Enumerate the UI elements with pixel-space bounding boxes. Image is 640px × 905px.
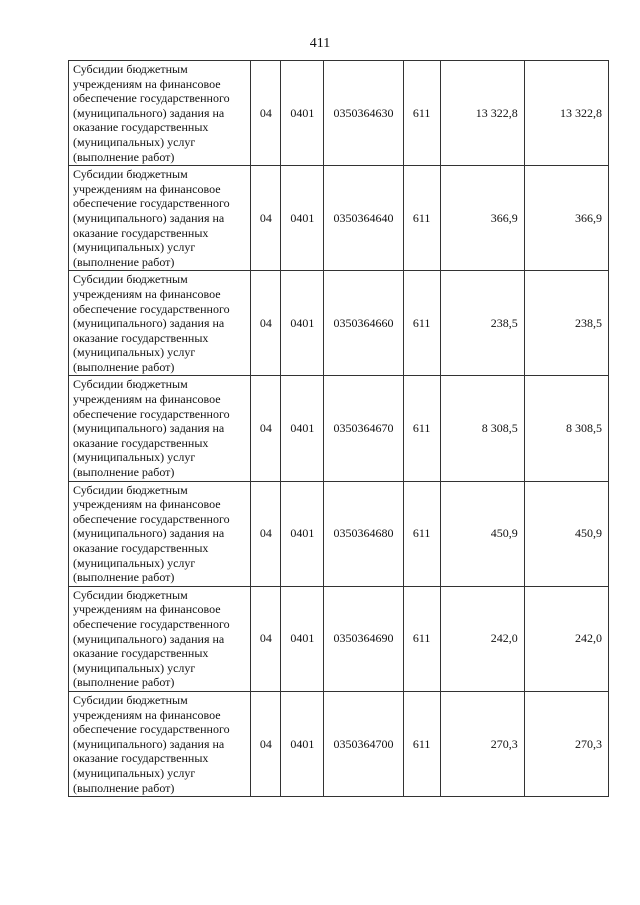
description-cell	[69, 586, 251, 691]
description-line: учреждениям на финансовое	[73, 707, 221, 722]
amount-executed-cell: 13 322,8	[524, 61, 608, 166]
target-article-code-cell: 0350364640	[324, 166, 403, 271]
amount-executed-cell: 366,9	[524, 166, 608, 271]
description-line: (выполнение работ)	[73, 780, 175, 795]
description-line: обеспечение государственного	[73, 722, 230, 737]
subsection-code-cell: 0401	[281, 271, 324, 376]
description-line: (выполнение работ)	[73, 149, 175, 164]
description-line: (муниципального) задания на	[73, 421, 225, 436]
description-line: (муниципальных) услуг	[73, 765, 196, 780]
expense-type-code-cell: 611	[403, 271, 440, 376]
section-code-cell: 04	[251, 586, 281, 691]
description-line: учреждениям на финансовое	[73, 602, 221, 617]
description-cell	[69, 271, 251, 376]
expense-type-code-cell: 611	[403, 376, 440, 481]
description-cell	[69, 166, 251, 271]
description-line: учреждениям на финансовое	[73, 392, 221, 407]
description-line: (муниципального) задания на	[73, 736, 225, 751]
subsection-code-cell: 0401	[281, 376, 324, 481]
section-code-cell: 04	[251, 166, 281, 271]
target-article-code-cell: 0350364660	[324, 271, 403, 376]
description-line: обеспечение государственного	[73, 301, 230, 316]
description-line: обеспечение государственного	[73, 196, 230, 211]
description-line: учреждениям на финансовое	[73, 76, 221, 91]
subsection-code-cell: 0401	[281, 166, 324, 271]
amount-cell: 270,3	[440, 691, 524, 796]
description-cell	[69, 376, 251, 481]
amount-executed-cell: 8 308,5	[524, 376, 608, 481]
amount-executed-cell: 242,0	[524, 586, 608, 691]
description-line: (муниципального) задания на	[73, 105, 225, 120]
amount-executed-cell: 238,5	[524, 271, 608, 376]
amount-cell: 8 308,5	[440, 376, 524, 481]
table-row	[69, 166, 609, 271]
budget-table	[68, 60, 609, 797]
description-line: учреждениям на финансовое	[73, 497, 221, 512]
description-line: Субсидии бюджетным	[73, 167, 188, 182]
page-number: 411	[309, 36, 331, 51]
description-line: (муниципального) задания на	[73, 316, 225, 331]
description-line: Субсидии бюджетным	[73, 377, 188, 392]
description-line: Субсидии бюджетным	[73, 482, 188, 497]
description-line: оказание государственных	[73, 646, 209, 661]
section-code-cell: 04	[251, 61, 281, 166]
amount-executed-cell: 450,9	[524, 481, 608, 586]
description-line: Субсидии бюджетным	[73, 62, 188, 76]
description-line: оказание государственных	[73, 330, 209, 345]
table-row	[69, 376, 609, 481]
section-code-cell: 04	[251, 691, 281, 796]
description-line: (муниципальных) услуг	[73, 555, 196, 570]
amount-executed-cell: 270,3	[524, 691, 608, 796]
description-line: (выполнение работ)	[73, 465, 175, 480]
description-line: обеспечение государственного	[73, 91, 230, 106]
subsection-code-cell: 0401	[281, 691, 324, 796]
amount-cell: 13 322,8	[440, 61, 524, 166]
table-row	[69, 481, 609, 586]
description-line: (муниципального) задания на	[73, 631, 225, 646]
description-line: оказание государственных	[73, 120, 209, 135]
target-article-code-cell: 0350364690	[324, 586, 403, 691]
description-line: (выполнение работ)	[73, 359, 175, 374]
amount-cell: 366,9	[440, 166, 524, 271]
description-line: (муниципальных) услуг	[73, 240, 196, 255]
table-row	[69, 586, 609, 691]
description-line: учреждениям на финансовое	[73, 286, 221, 301]
subsection-code-cell: 0401	[281, 586, 324, 691]
target-article-code-cell: 0350364630	[324, 61, 403, 166]
expense-type-code-cell: 611	[403, 166, 440, 271]
expense-type-code-cell: 611	[403, 481, 440, 586]
description-line: (выполнение работ)	[73, 254, 175, 269]
section-code-cell: 04	[251, 376, 281, 481]
description-line: (муниципального) задания на	[73, 210, 225, 225]
description-cell	[69, 481, 251, 586]
description-line: обеспечение государственного	[73, 511, 230, 526]
table-body	[69, 61, 609, 797]
expense-type-code-cell: 611	[403, 586, 440, 691]
amount-cell: 450,9	[440, 481, 524, 586]
description-line: оказание государственных	[73, 541, 209, 555]
amount-cell: 238,5	[440, 271, 524, 376]
subsection-code-cell: 0401	[281, 61, 324, 166]
description-line: оказание государственных	[73, 225, 209, 240]
description-line: Субсидии бюджетным	[73, 272, 188, 287]
expense-type-code-cell: 611	[403, 691, 440, 796]
target-article-code-cell: 0350364670	[324, 376, 403, 481]
description-line: (муниципальных) услуг	[73, 134, 196, 149]
description-line: (выполнение работ)	[73, 675, 175, 690]
description-cell	[69, 691, 251, 796]
subsection-code-cell: 0401	[281, 481, 324, 586]
section-code-cell: 04	[251, 481, 281, 586]
expense-type-code-cell: 611	[403, 61, 440, 166]
description-line: Субсидии бюджетным	[73, 587, 188, 602]
description-line: оказание государственных	[73, 435, 209, 450]
description-line: оказание государственных	[73, 751, 209, 766]
description-line: обеспечение государственного	[73, 616, 230, 631]
section-code-cell: 04	[251, 271, 281, 376]
description-line: (муниципальных) услуг	[73, 450, 196, 465]
amount-cell: 242,0	[440, 586, 524, 691]
table-row	[69, 691, 609, 796]
description-line: учреждениям на финансовое	[73, 181, 221, 196]
description-line: Субсидии бюджетным	[73, 692, 188, 707]
description-cell	[69, 61, 251, 166]
description-line: (муниципальных) услуг	[73, 345, 196, 360]
description-line: (муниципального) задания на	[73, 526, 225, 541]
target-article-code-cell: 0350364680	[324, 481, 403, 586]
description-line: обеспечение государственного	[73, 406, 230, 421]
table-row	[69, 61, 609, 166]
description-line: (выполнение работ)	[73, 570, 175, 585]
description-line: (муниципальных) услуг	[73, 660, 196, 675]
target-article-code-cell: 0350364700	[324, 691, 403, 796]
table-row	[69, 271, 609, 376]
